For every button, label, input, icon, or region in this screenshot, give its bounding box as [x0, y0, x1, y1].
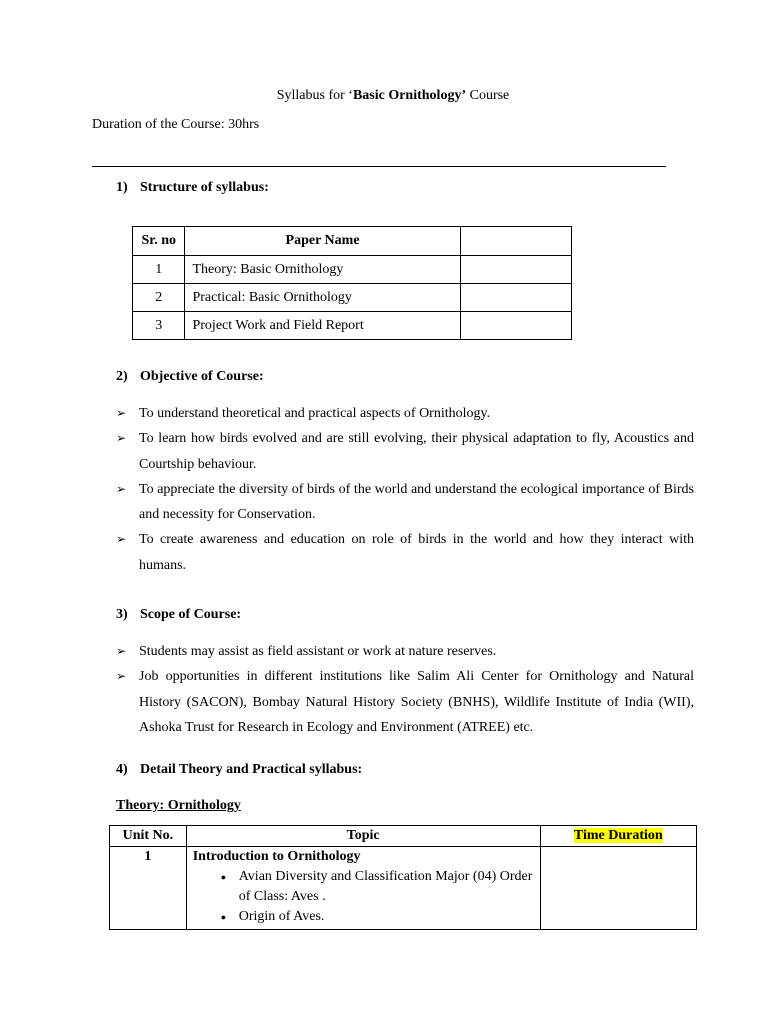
- header-unit-no: Unit No.: [110, 826, 187, 847]
- section-2-heading: [116, 369, 264, 385]
- objective-text: To create awareness and education on role of birds in the world and how they interact with humans.: [139, 532, 694, 573]
- highlighted-label: Time Duration: [573, 828, 663, 843]
- blank-cell: [460, 256, 571, 284]
- arrow-bullet-icon: ➢: [116, 431, 127, 446]
- unit-title: Introduction to Ornithology: [192, 849, 361, 864]
- header-blank: [460, 227, 571, 256]
- section-3-heading: [116, 607, 241, 623]
- title-prefix: Syllabus for ‘: [276, 88, 353, 103]
- list-item: [217, 907, 540, 927]
- time-duration-cell: [540, 847, 696, 930]
- theory-table: [109, 825, 697, 930]
- objective-text: To understand theoretical and practical aspects of Ornithology.: [139, 406, 491, 421]
- header-time-duration: [540, 826, 696, 847]
- section-title: Detail Theory and Practical syllabus:: [140, 762, 363, 777]
- arrow-bullet-icon: ➢: [116, 532, 127, 547]
- header-topic: Topic: [186, 826, 540, 847]
- list-item: [116, 527, 694, 578]
- paper-name-cell: Project Work and Field Report: [185, 312, 460, 340]
- section-title: Objective of Course:: [140, 369, 264, 384]
- section-title: Scope of Course:: [140, 607, 242, 622]
- scope-list: [116, 639, 694, 740]
- objective-text: To learn how birds evolved and are still evolving, their physical adaptation to fly, Acoustics and Courtship behaviour.: [139, 431, 694, 472]
- paper-name-cell: Theory: Basic Ornithology: [185, 256, 460, 284]
- title-suffix: Course: [466, 88, 510, 103]
- arrow-bullet-icon: ➢: [116, 406, 127, 420]
- arrow-bullet-icon: ➢: [116, 481, 127, 496]
- document-title: [0, 88, 768, 104]
- list-item: [116, 664, 694, 740]
- unit-number-cell: 1: [110, 847, 187, 930]
- course-duration: Duration of the Course: 30hrs: [92, 117, 260, 132]
- header-paper-name: Paper Name: [185, 227, 460, 256]
- section-number: 1): [116, 180, 128, 195]
- list-item: [116, 401, 694, 426]
- topic-text: Origin of Aves.: [238, 909, 325, 924]
- table-header-row: [110, 826, 697, 847]
- table-row: [133, 312, 572, 340]
- section-number: 3): [116, 607, 128, 622]
- section-number: 2): [116, 369, 128, 384]
- arrow-bullet-icon: ➢: [116, 644, 127, 658]
- table-row: [133, 284, 572, 312]
- section-4-heading: [116, 762, 362, 778]
- blank-cell: [460, 284, 571, 312]
- scope-text: Students may assist as field assistant or work at nature reserves.: [139, 644, 497, 659]
- section-number: 4): [116, 762, 128, 777]
- section-1-heading: [116, 180, 269, 196]
- bullet-dot-icon: ●: [220, 872, 227, 882]
- header-sr-no: Sr. no: [133, 227, 185, 256]
- bullet-dot-icon: ●: [220, 912, 227, 922]
- table-row: [110, 847, 697, 930]
- blank-cell: [460, 312, 571, 340]
- topic-cell: [186, 847, 540, 930]
- scope-text: Job opportunities in different institutions like Salim Ali Center for Ornithology and Natural History (SACON), Bombay Natural History Society (BNHS), Wildlife Institute of India (WII), Ashoka Trust for Research in Ecology and Environment (ATREE) etc.: [139, 669, 694, 735]
- list-item: [116, 477, 694, 528]
- topic-text: Avian Diversity and Classification Major (04) Order of Class: Aves .: [238, 869, 533, 904]
- arrow-bullet-icon: ➢: [116, 669, 127, 684]
- table-row: [133, 256, 572, 284]
- topic-list: [193, 867, 540, 927]
- structure-table: [132, 226, 572, 340]
- section-title: Structure of syllabus:: [140, 180, 269, 195]
- objective-text: To appreciate the diversity of birds of the world and understand the ecological importance of Birds and necessity for Conservation.: [139, 481, 694, 523]
- list-item: [116, 426, 694, 477]
- paper-name-cell: Practical: Basic Ornithology: [185, 284, 460, 312]
- table-header-row: [133, 227, 572, 256]
- objectives-list: [116, 401, 694, 578]
- list-item: [217, 867, 540, 907]
- theory-heading: Theory: Ornithology: [116, 798, 241, 813]
- title-bold: Basic Ornithology’: [352, 88, 467, 103]
- sr-no-cell: 3: [133, 312, 185, 340]
- sr-no-cell: 1: [133, 256, 185, 284]
- list-item: [116, 639, 694, 664]
- divider: [92, 166, 666, 167]
- sr-no-cell: 2: [133, 284, 185, 312]
